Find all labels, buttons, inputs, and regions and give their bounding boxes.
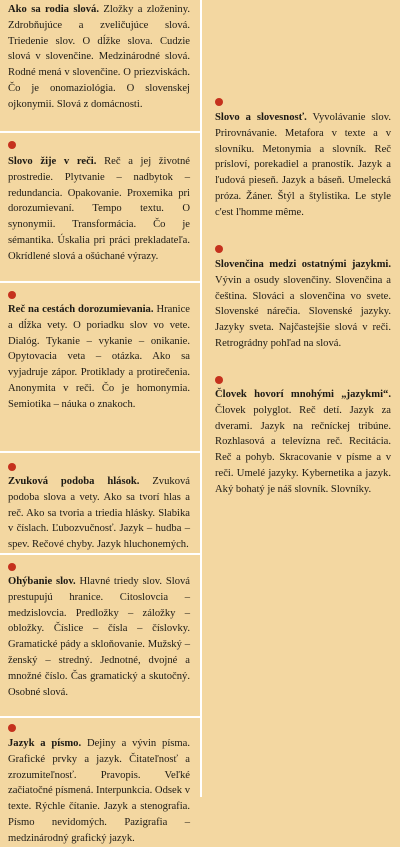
bullet-icon bbox=[8, 463, 16, 471]
entry-title: Ako sa rodia slová. bbox=[8, 4, 99, 15]
entry-body: Vyvolávanie slov. Prirovnávanie. Metafora v texte a v slovníku. Metonymia a slovník. Reč prísloví, porekadiel a pranostík. Jazyk a ľudová pieseň. Jazyk a báseň. Umelecká próza. Žáner. Štýl a štylistika. Le style c'est l'homme même. bbox=[215, 112, 391, 218]
bullet-icon bbox=[8, 141, 16, 149]
section-divider bbox=[0, 553, 200, 555]
entry-body: Človek polyglot. Reč detí. Jazyk za dverami. Jazyk na rečníckej tribúne. Rozhlasová a televízna reč. Recitácia. Reč a pohyb. Skracovanie v písme a v reči. Umelé jazyky. Kybernetika a jazyk. Aký bohatý je náš slovník. Slovníky. bbox=[215, 404, 391, 495]
entry-body: Vývin a osudy slovenčiny. Slovenčina a čeština. Slováci a slovenčina vo svete. Slovenské nárečia. Slovenské jazyky. Jazyky sveta. Najčastejšie slová v reči. Retrográdny pohľad na slová. bbox=[215, 274, 391, 349]
section-divider bbox=[0, 716, 200, 718]
section-divider bbox=[0, 451, 200, 453]
entry-body: Zložky a zloženiny. Zdrobňujúce a zveličujúce slová. Triedenie slov. O dĺžke slova. Cudzie slová v slovenčine. Medzinárodné slová. Rodné mená v slovenčine. O priezviskách. Čo je onomaziológia. O slovenskej ojkonymii. Slová z domácnosti. bbox=[8, 4, 190, 110]
entry-title: Slovo žije v reči. bbox=[8, 156, 97, 167]
entry-title: Človek hovorí mnohými „jazykmi“. bbox=[215, 389, 391, 400]
left-column bbox=[0, 0, 200, 844]
toc-entry bbox=[8, 574, 190, 700]
toc-entry bbox=[8, 302, 190, 413]
bullet-icon bbox=[215, 98, 223, 106]
entry-title: Reč na cestách dorozumievania. bbox=[8, 304, 154, 315]
entry-body: Zvuková podoba slova a vety. Ako sa tvorí hlas a reč. Ako sa tvoria a triedia hlásky. Slabika v číslach. Ľubozvučnosť. Jazyk – hudba – spev. Rečové chyby. Jazyk hluchonemých. bbox=[8, 476, 190, 551]
entry-body: Dejiny a vývin písma. Grafické prvky a jazyk. Čitateľnosť a zrozumiteľnosť. Pravopis. Veľké začiatočné písmená. Interpunkcia. Odsek v texte. Rýchle čítanie. Jazyk a stenografia. Písmo nevidomých. Pazigrafia – medzinárodný grafický jazyk. bbox=[8, 738, 190, 844]
entry-title: Zvuková podoba hlások. bbox=[8, 476, 140, 487]
bullet-icon bbox=[215, 245, 223, 253]
entry-body: Hlavné triedy slov. Slová prestupujú hranice. Citoslovcia – medzislovcia. Predložky – záložky – obložky. Číslice – čísla – číslovky. Gramatické pády a skloňovanie. Mužský – ženský – stredný. Jednotné, dvojné a množné číslo. Čas gramatický a skutočný. Osobné slová. bbox=[8, 576, 191, 698]
toc-entry bbox=[8, 474, 190, 553]
entry-body: Reč a jej životné prostredie. Plytvanie – nadbytok – redundancia. Opakovanie. Proxemika pri dorozumievaní. Tempo textu. O synonymii. Transformácia. Čo je sémantika. Úskalia pri práci prekladateľa. Okrídlené slová a ošúchané výrazy. bbox=[8, 156, 190, 262]
bullet-icon bbox=[8, 291, 16, 299]
toc-entry bbox=[8, 2, 190, 113]
entry-body: Hranice a dĺžka vety. O poriadku slov vo vete. Dialóg. Tykanie – vykanie – onikanie. Opytovacia veta – otázka. Ako sa vyjadruje zápor. Protiklady a protirečenia. Anonymita v reči. Čo je homonymia. Semiotika – náuka o znakoch. bbox=[8, 304, 190, 410]
toc-entry bbox=[8, 154, 190, 265]
section-divider bbox=[0, 281, 200, 283]
bullet-icon bbox=[8, 563, 16, 571]
toc-entry bbox=[215, 110, 391, 221]
right-column bbox=[200, 0, 400, 797]
entry-title: Slovenčina medzi ostatnými jazykmi. bbox=[215, 259, 391, 270]
entry-title: Slovo a slovesnosť. bbox=[215, 112, 307, 123]
entry-title: Ohýbanie slov. bbox=[8, 576, 76, 587]
toc-entry bbox=[8, 736, 190, 847]
section-divider bbox=[0, 131, 200, 133]
bullet-icon bbox=[215, 376, 223, 384]
entry-title: Jazyk a písmo. bbox=[8, 738, 82, 749]
toc-entry bbox=[215, 257, 391, 352]
bullet-icon bbox=[8, 724, 16, 732]
toc-entry bbox=[215, 387, 391, 498]
